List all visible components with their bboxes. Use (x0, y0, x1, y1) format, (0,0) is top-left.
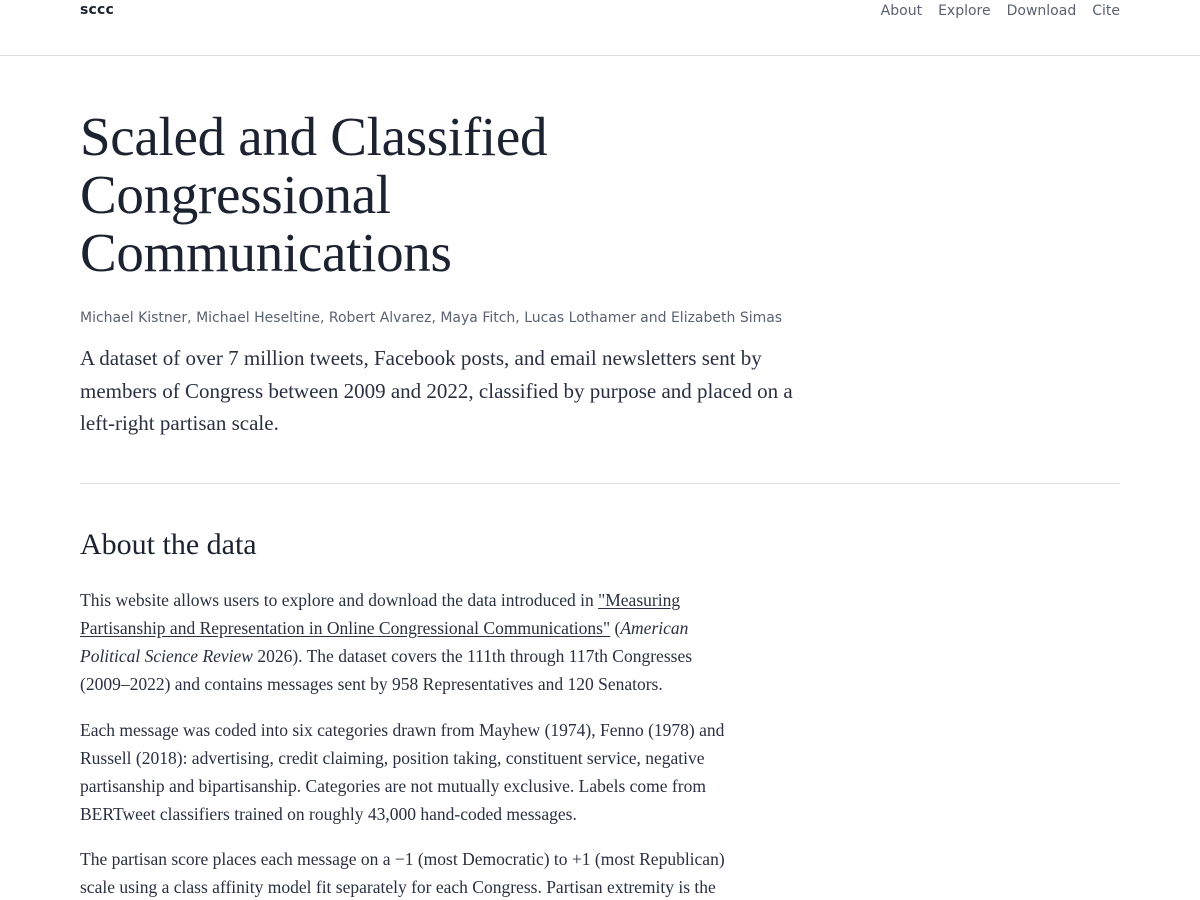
about-p1-intro: This website allows users to explore and download the data introduced in (80, 590, 599, 610)
about-p1-paren: ( (610, 618, 621, 638)
about-paragraph-3: The partisan score places each message on a −1 (most Democratic) to +1 (most Republican) scale using a class affinity model fit separately for each Congress. Partisan extremity is the (80, 849, 725, 897)
site-header (0, 0, 1200, 56)
nav-link-download[interactable]: Download (1006, 3, 1077, 19)
lede-paragraph: A dataset of over 7 million tweets, Facebook posts, and email newsletters sent by members of Congress between 2009 and 2022, classified by purpose and placed on a left-right partisan scale. (80, 346, 793, 435)
about-p1-rest: 2026). The dataset covers the 111th through 117th Congresses (2009–2022) and contains messages sent by 958 Representatives and 120 Senators. (80, 646, 693, 694)
main-nav (881, 3, 1120, 19)
about-paragraph-2: Each message was coded into six categories drawn from Mayhew (1974), Fenno (1978) and Russell (2018): advertising, credit claiming, position taking, constituent service, negative partisanship and bipartisanship. Categories are not mutually exclusive. Labels come from BERTweet classifiers trained on roughly 43,000 hand-coded messages. (80, 720, 725, 824)
page-title: Scaled and Classified Congressional Communications (80, 106, 548, 283)
about-paragraph-1 (80, 586, 740, 698)
nav-link-cite[interactable]: Cite (1092, 3, 1120, 19)
journal-name: American Political Science Review (80, 618, 689, 666)
paper-link[interactable]: "Measuring Partisanship and Representation in Online Congressional Communications" (80, 590, 681, 638)
nav-link-about[interactable]: About (880, 3, 923, 19)
site-logo-link[interactable]: sccc (80, 2, 115, 18)
about-heading: About the data (80, 528, 257, 561)
section-divider (80, 483, 1120, 484)
nav-link-explore[interactable]: Explore (938, 3, 991, 19)
author-list: Michael Kistner, Michael Heseltine, Robert Alvarez, Maya Fitch, Lucas Lothamer and Elizabeth Simas (80, 310, 783, 326)
